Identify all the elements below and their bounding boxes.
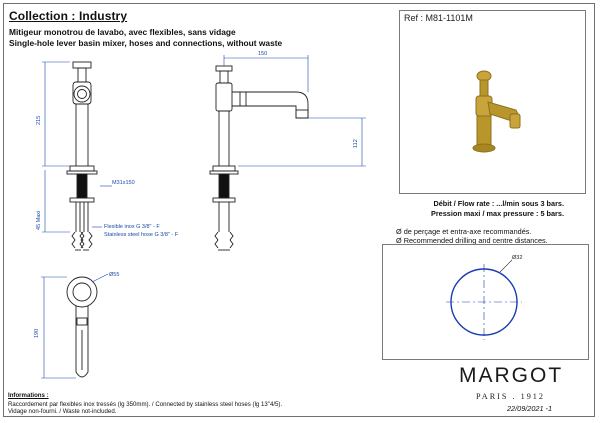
brand-tagline: PARIS . 1912 bbox=[476, 392, 545, 401]
base-diameter-label: Ø55 bbox=[109, 272, 120, 278]
revision-date: 22/09/2021 -1 bbox=[507, 404, 553, 413]
product-render-illustration bbox=[473, 71, 520, 152]
info-title: Informations : bbox=[8, 392, 49, 399]
reference-code: Ref : M81-1101M bbox=[404, 13, 473, 23]
thread-label: M31x150 bbox=[112, 180, 135, 186]
height-dimension-label: 215 bbox=[36, 115, 42, 125]
side-dimension-lines bbox=[224, 55, 366, 166]
hole-diameter-label: Ø32 bbox=[512, 255, 523, 261]
spout-height-label: 112 bbox=[353, 139, 359, 148]
collection-title: Collection : Industry bbox=[9, 9, 128, 23]
hose-label-fr: Flexible inox G 3/8" - F bbox=[104, 224, 160, 230]
top-view-drawing bbox=[67, 277, 97, 377]
brand-logo: MARGOT bbox=[459, 364, 564, 387]
info-line-1: Raccordement par flexibles inox tressés (lg 350mm). / Connected by stainless steel hoses (lg 13"4/5). bbox=[8, 401, 283, 408]
side-view-drawing bbox=[210, 66, 308, 250]
drilling-note-fr: Ø de perçage et entra-axe recommandés. bbox=[396, 227, 532, 236]
max-thickness-label: 45 Maxi bbox=[36, 210, 42, 230]
flow-rate-spec: Débit / Flow rate : ...l/min sous 3 bars. bbox=[433, 199, 564, 208]
description-en: Single-hole lever basin mixer, hoses and connections, without waste bbox=[9, 38, 283, 48]
drilling-note-en: Ø Recommended drilling and centre distances. bbox=[396, 236, 548, 245]
front-view-drawing bbox=[67, 62, 97, 250]
spout-length-label: 150 bbox=[258, 51, 268, 57]
top-dimension-lines bbox=[41, 274, 108, 378]
depth-dimension-label: 190 bbox=[34, 328, 40, 338]
hose-label-en: Stainless steel hose G 3/8" - F bbox=[104, 232, 179, 238]
info-line-2: Vidage non-fourni. / Waste not-included. bbox=[8, 408, 117, 415]
drilling-hole-diagram bbox=[446, 260, 522, 340]
pressure-spec: Pression maxi / max pressure : 5 bars. bbox=[430, 209, 564, 218]
description-fr: Mitigeur monotrou de lavabo, avec flexibles, sans vidage bbox=[9, 27, 236, 37]
